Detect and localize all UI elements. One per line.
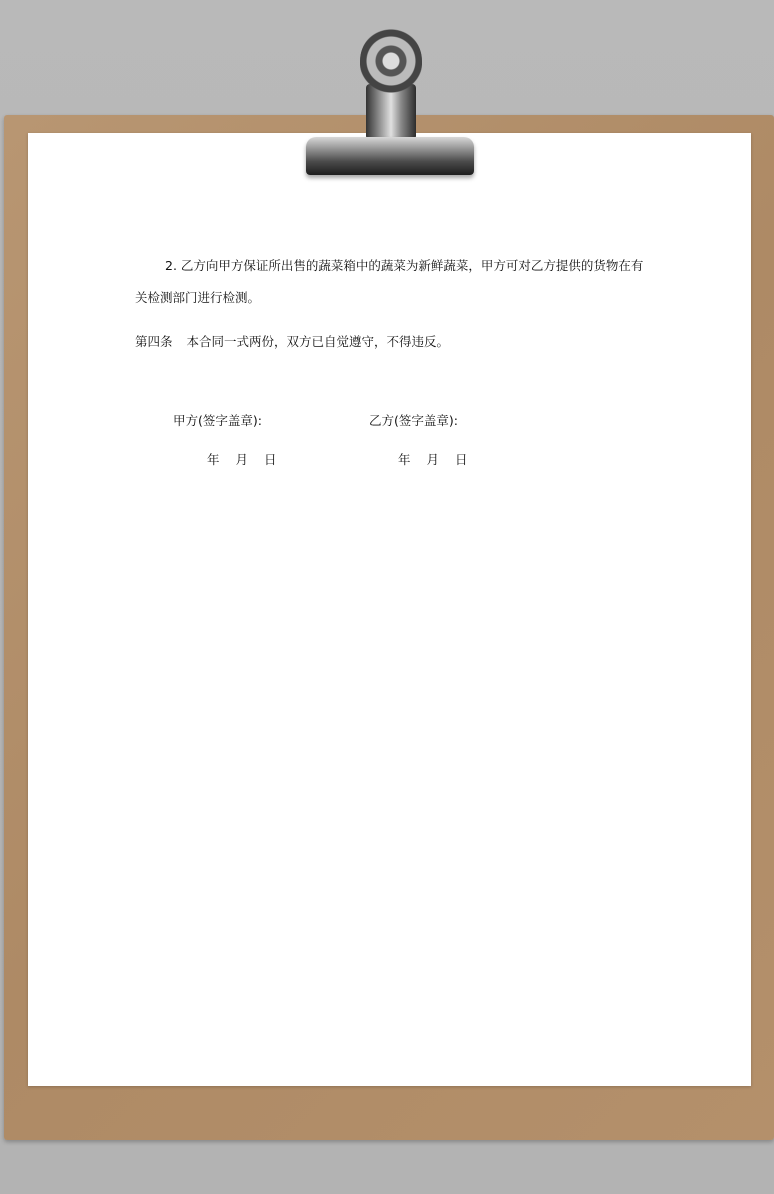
party-b-date: 年 月 日 xyxy=(398,452,468,467)
article-4-text: 本合同一式两份，双方已自觉遵守，不得违反。 xyxy=(186,334,450,349)
document-page xyxy=(28,133,751,1086)
clause-2-line-2: 关检测部门进行检测。 xyxy=(135,290,261,305)
clause-2-line-1: 2. 乙方向甲方保证所出售的蔬菜箱中的蔬菜为新鲜蔬菜，甲方可对乙方提供的货物在有 xyxy=(165,258,644,273)
article-4 xyxy=(135,336,449,349)
article-4-label: 第四条 xyxy=(135,334,173,349)
party-b-signature-label: 乙方(签字盖章): xyxy=(369,413,458,428)
party-a-signature-label: 甲方(签字盖章): xyxy=(173,413,262,428)
party-a-date: 年 月 日 xyxy=(207,452,277,467)
binder-clip-ring-icon xyxy=(360,28,422,94)
binder-clip-bar xyxy=(306,137,474,175)
